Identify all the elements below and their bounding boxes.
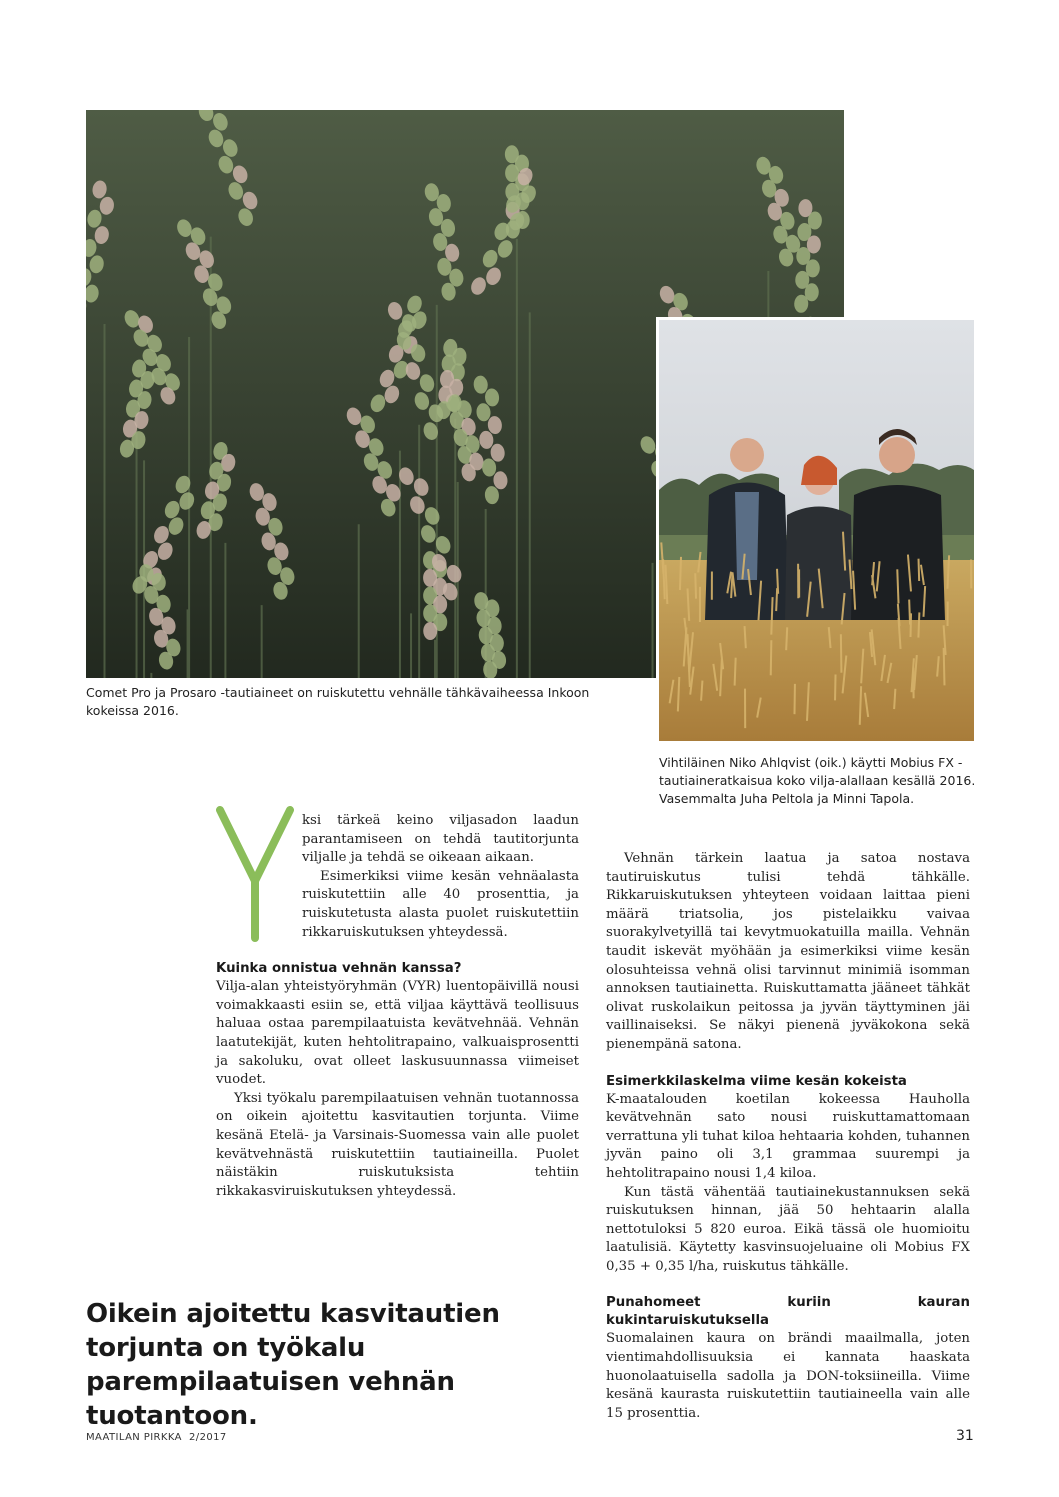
section-heading: Kuinka onnistua vehnän kanssa? bbox=[216, 961, 462, 977]
body-paragraph: Kun tästä vähentää tautiainekustannuksen sekä ruiskutuksen hinnan, jää 50 hehtaarin alalla nettotuloksi 5 820 euroa. Eikä tässä ole huomioitu laatulisiä. Käytetty kasvinsuojeluaine oli Mobius FX 0,35 + 0,35 l/ha, ruiskutus tähkälle. bbox=[606, 1184, 970, 1274]
intro-paragraph-2: Esimerkiksi viime kesän vehnäalasta ruiskutettiin alle 40 prosenttia, ja ruiskutetusta alasta puolet ruiskutettiin rikkaruiskutuksen yhteydessä. bbox=[302, 868, 579, 940]
body-paragraph: Vilja-alan yhteistyöryhmän (VYR) luentopäivillä nousi voimakkaasti esiin se, että viljaa käyttävä teollisuus haluaa ostaa parempilaatuista kevätvehnää. Vehnän laatutekijät, kuten hehtolitrapaino, valkuaisprosentti ja sakoluku, ovat olleet laskusuunnassa viimeiset vuodet. bbox=[216, 979, 579, 1088]
body-paragraph: K-maatalouden koetilan kokeessa Hauholla kevätvehnän sato nousi ruiskuttamattomaan verrattuna yli tuhat kiloa hehtaaria kohden, tuhannen jyvän paino oli 3,1 grammaa suurempi ja hehtolitrapaino nousi 1,4 kiloa. bbox=[606, 1091, 970, 1181]
article-column-left bbox=[216, 812, 579, 1201]
people-in-field-photo bbox=[659, 320, 974, 741]
article-column-right bbox=[606, 850, 970, 1423]
people-illustration bbox=[659, 320, 974, 741]
body-paragraph: Yksi työkalu parempilaatuisen vehnän tuotannossa on oikein ajoitettu kasvitautien torjunta. Viime kesänä Etelä- ja Varsinais-Suomessa vain alle puolet kevätvehnästä ruiskutettiin tautiaineilla. Puolet näistäkin ruiskutuksista tehtiin rikkakasviruiskutuksen yhteydessä. bbox=[216, 1090, 579, 1199]
publication-footer: MAATILAN PIRKKA 2/2017 bbox=[86, 1432, 227, 1443]
section-heading: Esimerkkilaskelma viime kesän kokeista bbox=[606, 1073, 907, 1089]
intro-paragraph: ksi tärkeä keino viljasadon laadun parantamiseen on tehdä tautitorjunta viljalle ja tehdä se oikeaan aikaan. bbox=[302, 813, 579, 866]
section-heading: Punahomeet kuriin kauran kukintaruiskutuksella bbox=[606, 1295, 970, 1329]
wheat-photo-caption: Comet Pro ja Prosaro -tautiaineet on ruiskutettu vehnälle tähkävaiheessa Inkoon kokeissa 2016. bbox=[86, 685, 590, 718]
body-paragraph: Suomalainen kaura on brändi maailmalla, joten vientimahdollisuuksia ei kannata haaskata huonolaatuisella sadolla ja DON-toksiineilla. Viime kesänä kaurasta ruiskutettiin tautiaineella vain alle 15 prosenttia. bbox=[606, 1331, 970, 1421]
body-paragraph: Vehnän tärkein laatua ja satoa nostava tautiruiskutus tulisi tehdä tähkälle. Rikkaruiskutuksen yhteyteen voidaan laittaa pieni määrä triatsolia, jos pistelaikku vaivaa suorakylvetyillä tai kevytmuokatuilla mailla. Vehnän taudit iskevät myöhään ja esimerkiksi viime kesän olosuhteissa vehnä olisi tarvinnut minimiä isomman annoksen tautiainetta. Ruiskuttamatta jääneet tähkät olivat ruskolaikun peitossa ja jyvän täyttyminen jäi vaillinaiseksi. Se näkyi pienenä jyväkokona sekä pienempänä satona. bbox=[606, 851, 970, 1052]
people-photo-caption: Vihtiläinen Niko Ahlqvist (oik.) käytti Mobius FX -tautiaineratkaisua koko vilja-alallaan kesällä 2016. Vasemmalta Juha Peltola ja Minni Tapola. bbox=[659, 755, 976, 806]
page-number: 31 bbox=[956, 1428, 974, 1444]
pull-quote: Oikein ajoitettu kasvitautien torjunta on työkalu parempilaatuisen vehnän tuotantoon. bbox=[86, 1299, 500, 1431]
